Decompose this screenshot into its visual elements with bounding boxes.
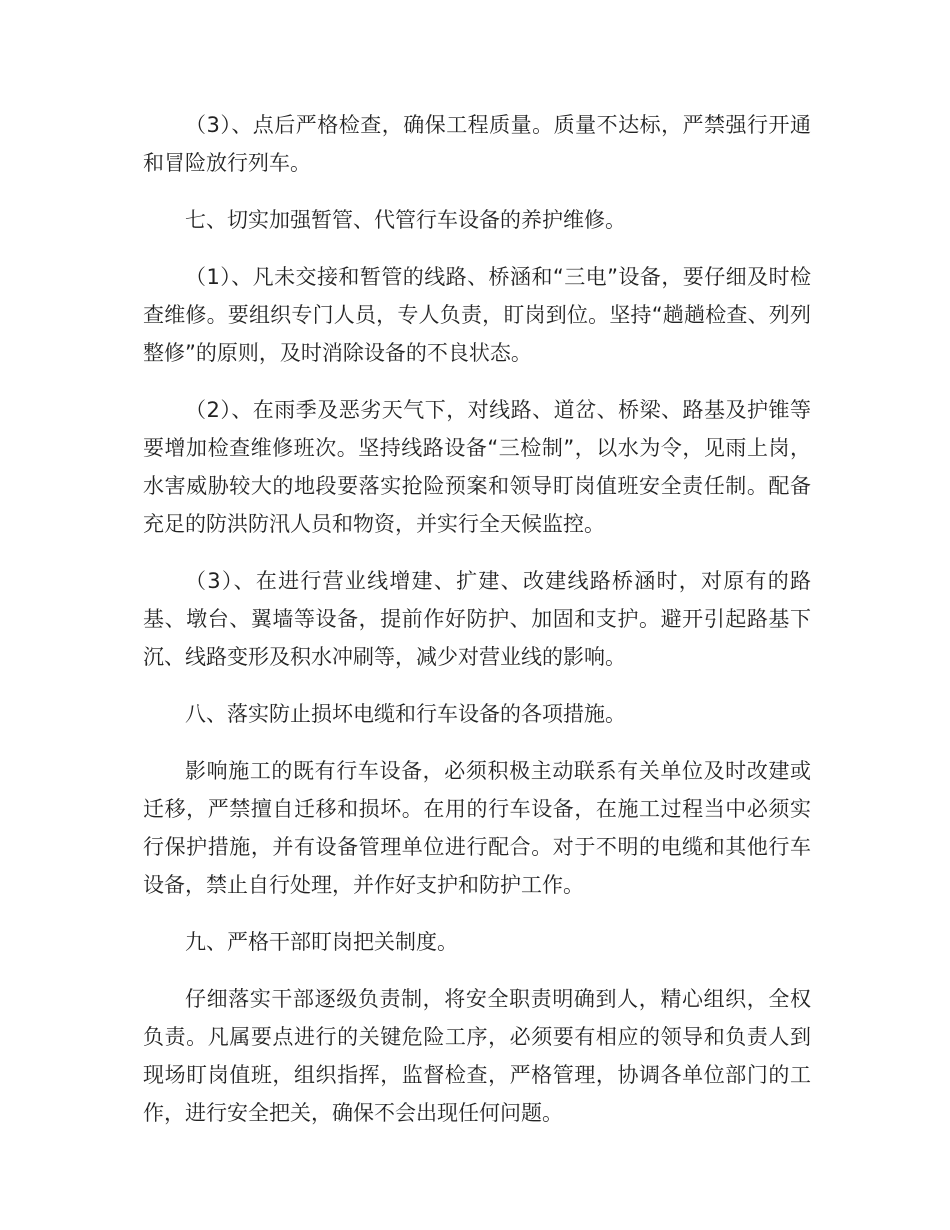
section-heading-8: 八、落实防止损坏电缆和行车设备的各项措施。 <box>185 702 626 726</box>
paragraph-item-1-maintenance: （1）、凡未交接和暂管的线路、桥涵和“三电”设备，要仔细及时检查维修。要组织专门人员，专人负责，盯岗到位。坚持“趟趟检查、列列整修”的原则，及时消除设备的不良状态。 <box>143 265 811 365</box>
paragraph-equipment-protection: 影响施工的既有行车设备，必须积极主动联系有关单位及时改建或迁移，严禁擅自迁移和损坏。在用的行车设备，在施工过程当中必须实行保护措施，并有设备管理单位进行配合。对于不明的电缆和其他行车设备，禁止自行处理，并作好支护和防护工作。 <box>143 759 811 897</box>
section-heading-7: 七、切实加强暂管、代管行车设备的养护维修。 <box>185 208 626 232</box>
paragraph-cadre-responsibility: 仔细落实干部逐级负责制，将安全职责明确到人，精心组织，全权负责。凡属要点进行的关键危险工序，必须要有相应的领导和负责人到现场盯岗值班，组织指挥，监督检查，严格管理，协调各单位部门的工作，进行安全把关，确保不会出现任何问题。 <box>143 987 811 1125</box>
paragraph-item-3-construction: （3）、在进行营业线增建、扩建、改建线路桥涵时，对原有的路基、墩台、翼墙等设备，提前作好防护、加固和支护。避开引起路基下沉、线路变形及积水冲刷等，减少对营业线的影响。 <box>143 569 811 669</box>
paragraph-item-3-inspection: （3）、点后严格检查，确保工程质量。质量不达标，严禁强行开通和冒险放行列车。 <box>143 113 811 175</box>
section-heading-9: 九、严格干部盯岗把关制度。 <box>185 930 458 954</box>
document-body <box>143 106 811 1151</box>
paragraph-item-2-weather: （2）、在雨季及恶劣天气下，对线路、道岔、桥梁、路基及护锥等要增加检查维修班次。坚持线路设备“三检制”，以水为令，见雨上岗，水害威胁较大的地段要落实抢险预案和领导盯岗值班安全责任制。配备充足的防洪防汛人员和物资，并实行全天候监控。 <box>143 398 811 536</box>
